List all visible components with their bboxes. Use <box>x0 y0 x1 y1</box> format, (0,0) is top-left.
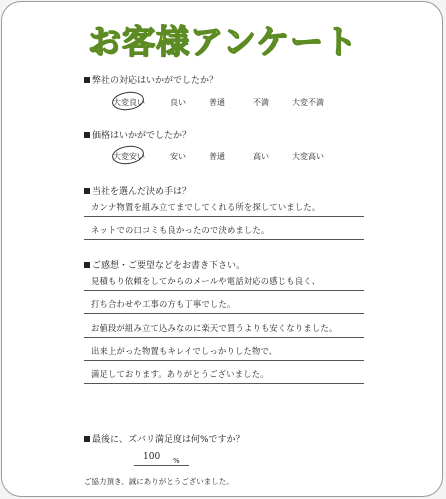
ruled-line <box>84 337 364 338</box>
q2-option-3[interactable]: 普通 <box>209 152 225 161</box>
q1-option-3[interactable]: 普通 <box>209 98 225 107</box>
ruled-line <box>84 383 364 384</box>
question-1 <box>84 73 218 86</box>
question-1-text: 弊社の対応はいかがでしたか？ <box>92 76 219 86</box>
bullet-square-icon <box>84 132 90 138</box>
ruled-line <box>84 216 364 217</box>
bullet-square-icon <box>84 188 90 194</box>
q3-answer-line-1: カンナ物置を組み立てまでしてくれる所を探していました。 <box>91 202 321 212</box>
q2-option-1[interactable]: 大変安い <box>113 152 145 161</box>
ruled-line <box>84 313 364 314</box>
question-2 <box>84 128 191 141</box>
selected-circle-mark <box>111 144 145 166</box>
thanks-message: ご協力頂き、誠にありがとうございました。 <box>84 477 234 486</box>
q2-option-5[interactable]: 大変高い <box>292 152 324 161</box>
ruled-line <box>84 239 364 240</box>
q4-answer-line-5: 満足しております。ありがとうございました。 <box>91 369 269 379</box>
question-5-text: 最後に、ズバリ満足度は何%ですか？ <box>92 435 245 445</box>
question-2-text: 価格はいかがでしたか？ <box>92 131 192 141</box>
satisfaction-unit: % <box>173 457 180 465</box>
ruled-line <box>84 290 364 291</box>
q2-option-2[interactable]: 安い <box>170 152 186 161</box>
q1-option-5[interactable]: 大変不満 <box>292 98 324 107</box>
question-5 <box>84 432 245 445</box>
q1-option-1[interactable]: 大変良い <box>113 98 145 107</box>
question-4 <box>84 258 245 271</box>
question-4-text: ご感想・ご要望などをお書き下さい。 <box>92 261 246 271</box>
question-3-text: 当社を選んだ決め手は？ <box>92 187 192 197</box>
q1-option-4[interactable]: 不満 <box>253 98 269 107</box>
bullet-square-icon <box>84 262 90 268</box>
satisfaction-underline <box>134 465 189 466</box>
q4-answer-line-1: 見積もり依頼をしてからのメールや電話対応の感じも良く、 <box>91 276 321 286</box>
survey-sheet <box>1 1 443 497</box>
q3-answer-line-2: ネットでの口コミも良かったので決めました。 <box>91 225 270 235</box>
q4-answer-line-3: お値段が組み立て込みなのに楽天で買うよりも安くなりました。 <box>91 323 338 333</box>
q2-option-4[interactable]: 高い <box>253 152 269 161</box>
ruled-line <box>84 360 364 361</box>
bullet-square-icon <box>84 77 90 83</box>
q4-answer-line-2: 打ち合わせや工事の方も丁寧でした。 <box>91 299 236 309</box>
question-3 <box>84 184 191 197</box>
bullet-square-icon <box>84 436 90 442</box>
satisfaction-value: 100 <box>143 452 161 462</box>
survey-title: お客様アンケート <box>87 22 359 61</box>
q4-answer-line-4: 出来上がった物置もキレイでしっかりした物で、 <box>91 346 278 356</box>
q1-option-2[interactable]: 良い <box>170 98 186 107</box>
selected-circle-mark <box>111 90 145 112</box>
